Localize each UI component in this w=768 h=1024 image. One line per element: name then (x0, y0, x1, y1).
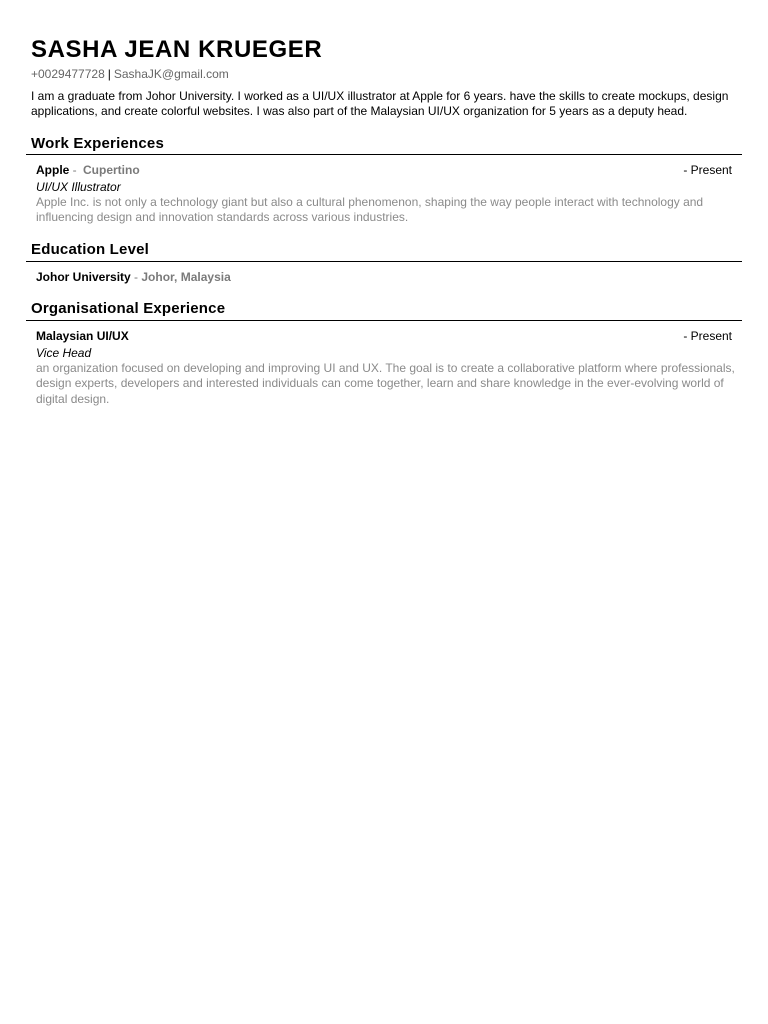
work-entry-header (36, 163, 732, 178)
work-description: Apple Inc. is not only a technology giant but also a cultural phenomenon, shaping the way people interact with technology and influencing design and innovation standards across various industries. (36, 195, 704, 225)
section-title-education: Education Level (31, 241, 150, 258)
contact-line (31, 67, 229, 81)
section-divider-education (26, 261, 742, 262)
work-role: UI/UX Illustrator (36, 180, 121, 194)
email-address: SashaJK@gmail.com (113, 67, 229, 81)
work-dash: - (69, 163, 81, 177)
organisation-entry-header (36, 329, 732, 344)
section-divider-work (26, 154, 742, 155)
contact-separator: | (107, 67, 111, 81)
profile-summary: I am a graduate from Johor University. I worked as a UI/UX illustrator at Apple for 6 years. have the skills to create mockups, design applications, and create colorful websites. I was also part of the Malaysian UI/UX organization for 5 years as a deputy head. (31, 89, 729, 118)
organisation-date: - Present (683, 329, 732, 343)
education-dash: - (130, 270, 142, 284)
work-date: - Present (683, 163, 732, 177)
organisation-description: an organization focused on developing and improving UI and UX. The goal is to create a collaborative platform where professionals, design experts, developers and interested individuals can come together, learn and share knowledge in the ever-evolving world of digital design. (36, 361, 735, 406)
work-organization: Apple (36, 163, 70, 177)
organisation-role: Vice Head (36, 346, 92, 360)
organisation-name: Malaysian UI/UX (36, 329, 129, 343)
section-title-organisation: Organisational Experience (31, 300, 226, 317)
section-title-work: Work Experiences (31, 135, 164, 152)
education-institution: Johor University (36, 270, 131, 284)
education-entry-header (36, 270, 732, 285)
section-divider-organisation (26, 320, 742, 321)
education-location: Johor, Malaysia (141, 270, 231, 284)
candidate-name: SASHA JEAN KRUEGER (31, 36, 323, 63)
phone-number: +0029477728 (31, 67, 105, 81)
work-location: Cupertino (83, 163, 140, 177)
